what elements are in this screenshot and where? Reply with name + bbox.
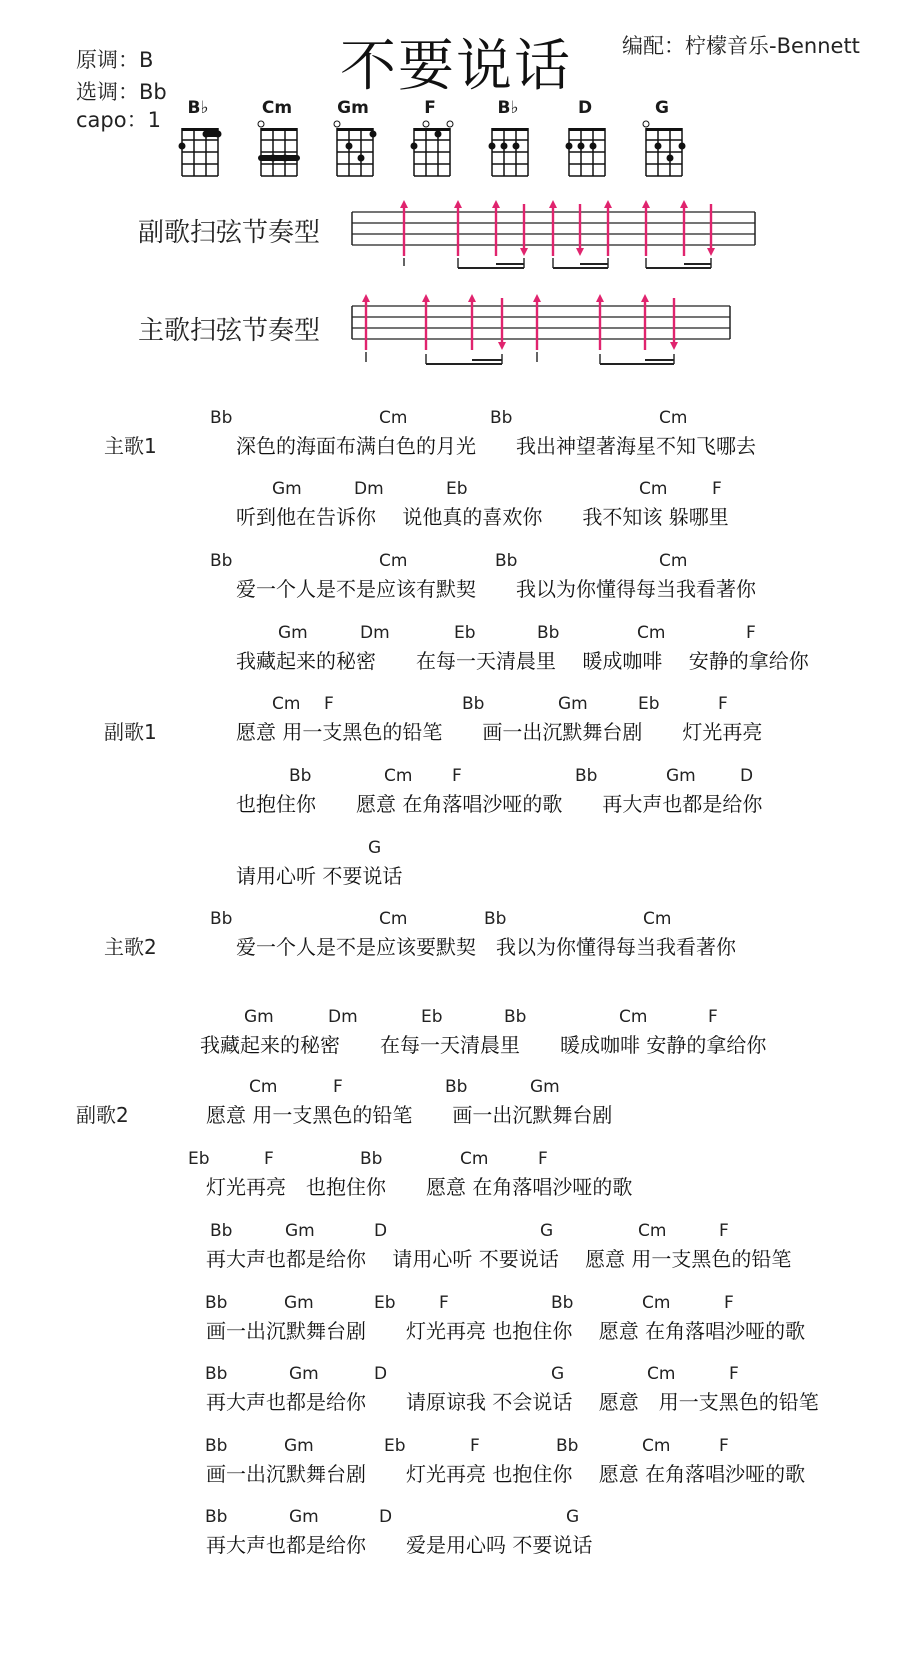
arrow-head — [641, 294, 649, 302]
chord-symbol: Bb — [210, 551, 233, 571]
chord-symbol: Bb — [462, 694, 485, 714]
lyric-line: 灯光再亮 也抱住你 愿意 在角落唱沙哑的歌 — [206, 1175, 633, 1199]
lyric-line: 深色的海面布满白色的月光 我出神望著海星不知飞哪去 — [236, 434, 756, 458]
chord-symbol: Gm — [272, 479, 302, 499]
lyric-line: 愿意 用一支黑色的铅笔 画一出沉默舞台剧 灯光再亮 — [236, 720, 763, 744]
chord-symbol: Eb — [638, 694, 660, 714]
lyric-line: 画一出沉默舞台剧 灯光再亮 也抱住你 愿意 在角落唱沙哑的歌 — [206, 1462, 806, 1486]
lyric-line: 听到他在告诉你 说他真的喜欢你 我不知该 躲哪里 — [236, 505, 729, 529]
lyric-line: 爱一个人是不是应该要默契 我以为你懂得每当我看著你 — [236, 935, 736, 959]
chord-symbol: F — [746, 623, 756, 643]
lyric-line: 再大声也都是给你 请用心听 不要说话 愿意 用一支黑色的铅笔 — [206, 1247, 792, 1271]
chord-symbol: Cm — [642, 1293, 671, 1313]
arrow-head — [533, 294, 541, 302]
chord-symbol: Bb — [484, 909, 507, 929]
chord-symbol: Bb — [205, 1436, 228, 1456]
chord-symbol: F — [729, 1364, 739, 1384]
chord-symbol: G — [551, 1364, 565, 1384]
chord-symbol: Dm — [360, 623, 390, 643]
arrow-head — [400, 200, 408, 208]
chord-symbol: G — [566, 1507, 580, 1527]
chord-symbol: F — [439, 1293, 449, 1313]
chord-symbol: Bb — [490, 408, 513, 428]
chord-symbol: Cm — [647, 1364, 676, 1384]
chord-symbol: Gm — [278, 623, 308, 643]
chord-symbol: Gm — [289, 1364, 319, 1384]
arrow-head — [498, 342, 506, 350]
chord-symbol: F — [264, 1149, 274, 1169]
chord-symbol: Eb — [374, 1293, 396, 1313]
chord-symbol: G — [368, 838, 382, 858]
lyric-line: 我藏起来的秘密 在每一天清晨里 暖成咖啡 安静的拿给你 — [236, 649, 809, 673]
arrow-head — [520, 248, 528, 256]
chord-symbol: Cm — [643, 909, 672, 929]
chord-symbol: Eb — [384, 1436, 406, 1456]
chord-symbol: Cm — [272, 694, 301, 714]
chord-symbol: Gm — [289, 1507, 319, 1527]
chord-symbol: Bb — [551, 1293, 574, 1313]
lyric-line: 也抱住你 愿意 在角落唱沙哑的歌 再大声也都是给你 — [236, 792, 763, 816]
chord-diagram-label: B♭ — [187, 98, 209, 118]
arrow-head — [492, 200, 500, 208]
arrow-head — [707, 248, 715, 256]
arrow-head — [549, 200, 557, 208]
chord-symbol: Gm — [285, 1221, 315, 1241]
chord-symbol: Bb — [495, 551, 518, 571]
lyric-line: 请用心听 不要说话 — [236, 864, 403, 888]
chord-symbol: Cm — [384, 766, 413, 786]
chord-symbol: F — [324, 694, 334, 714]
chord-symbol: F — [712, 479, 722, 499]
chord-symbol: Bb — [575, 766, 598, 786]
chorus-strum-label: 副歌扫弦节奏型 — [138, 218, 321, 248]
page-title: 不要说话 — [340, 34, 572, 99]
chord-symbol: Gm — [284, 1293, 314, 1313]
lyric-line: 愿意 用一支黑色的铅笔 画一出沉默舞台剧 — [206, 1103, 613, 1127]
chord-symbol: Gm — [530, 1077, 560, 1097]
arrow-head — [468, 294, 476, 302]
arrow-head — [642, 200, 650, 208]
chord-symbol: D — [740, 766, 754, 786]
chord-symbol: Eb — [421, 1007, 443, 1027]
lyric-line: 再大声也都是给你 请原谅我 不会说话 愿意 用一支黑色的铅笔 — [206, 1390, 819, 1414]
chord-symbol: Bb — [445, 1077, 468, 1097]
chord-symbol: F — [724, 1293, 734, 1313]
chord-symbol: Bb — [205, 1364, 228, 1384]
chord-symbol: D — [374, 1221, 388, 1241]
chord-diagram-label: Cm — [261, 98, 293, 118]
chord-symbol: Bb — [289, 766, 312, 786]
chord-symbol: F — [718, 694, 728, 714]
chord-symbol: Cm — [642, 1436, 671, 1456]
chord-diagram-label: B♭ — [497, 98, 519, 118]
chord-symbol: F — [333, 1077, 343, 1097]
chord-symbol: Gm — [558, 694, 588, 714]
lyric-line: 画一出沉默舞台剧 灯光再亮 也抱住你 愿意 在角落唱沙哑的歌 — [206, 1319, 806, 1343]
arrow-head — [454, 200, 462, 208]
chord-symbol: Gm — [284, 1436, 314, 1456]
arrow-head — [362, 294, 370, 302]
chord-diagram-label: F — [424, 98, 436, 118]
chord-symbol: D — [379, 1507, 393, 1527]
chord-symbol: Bb — [556, 1436, 579, 1456]
lyric-line: 再大声也都是给你 爱是用心吗 不要说话 — [206, 1533, 593, 1557]
chord-symbol: Eb — [188, 1149, 210, 1169]
chord-symbol: Eb — [454, 623, 476, 643]
chord-symbol: Cm — [639, 479, 668, 499]
chord-symbol: Gm — [666, 766, 696, 786]
strum-patterns — [0, 0, 900, 400]
chord-symbol: Cm — [460, 1149, 489, 1169]
chord-symbol: Dm — [354, 479, 384, 499]
chord-symbol: Cm — [249, 1077, 278, 1097]
arrow-head — [604, 200, 612, 208]
chord-symbol: Cm — [638, 1221, 667, 1241]
chord-symbol: Bb — [205, 1293, 228, 1313]
arrow-head — [680, 200, 688, 208]
section-verse-2: 主歌2 — [104, 935, 157, 959]
chord-symbol: F — [470, 1436, 480, 1456]
chord-symbol: F — [708, 1007, 718, 1027]
chord-diagram-label: D — [577, 98, 593, 118]
chord-symbol: F — [719, 1436, 729, 1456]
chord-symbol: Cm — [379, 408, 408, 428]
section-verse-1: 主歌1 — [104, 434, 157, 458]
arrow-head — [596, 294, 604, 302]
chord-symbol: Bb — [205, 1507, 228, 1527]
chord-symbol: Bb — [210, 1221, 233, 1241]
lyric-line: 爱一个人是不是应该有默契 我以为你懂得每当我看著你 — [236, 577, 756, 601]
chord-symbol: Bb — [504, 1007, 527, 1027]
chord-symbol: Cm — [659, 551, 688, 571]
arrow-head — [576, 248, 584, 256]
chord-diagram-label: G — [655, 98, 669, 118]
verse-strum-label: 主歌扫弦节奏型 — [138, 316, 321, 346]
chord-symbol: Bb — [210, 408, 233, 428]
lyric-line: 我藏起来的秘密 在每一天清晨里 暖成咖啡 安静的拿给你 — [200, 1033, 767, 1057]
chord-symbol: Bb — [210, 909, 233, 929]
chord-diagram-label: Gm — [337, 98, 369, 118]
section-chorus-2: 副歌2 — [76, 1103, 129, 1127]
chord-symbol: Cm — [659, 408, 688, 428]
arrow-head — [670, 342, 678, 350]
chord-symbol: Eb — [446, 479, 468, 499]
original-key: 原调：B — [76, 48, 154, 72]
chord-symbol: D — [374, 1364, 388, 1384]
chord-symbol: G — [540, 1221, 554, 1241]
chord-symbol: Dm — [328, 1007, 358, 1027]
chosen-key: 选调：Bb — [76, 80, 167, 104]
chord-symbol: F — [538, 1149, 548, 1169]
capo: capo：1 — [76, 108, 161, 132]
chord-symbol: F — [719, 1221, 729, 1241]
arranger-credit: 编配：柠檬音乐-Bennett — [622, 34, 860, 58]
chord-symbol: Cm — [379, 909, 408, 929]
chord-symbol: Gm — [244, 1007, 274, 1027]
chord-symbol: Cm — [619, 1007, 648, 1027]
chord-symbol: F — [452, 766, 462, 786]
chord-symbol: Bb — [360, 1149, 383, 1169]
chord-symbol: Cm — [379, 551, 408, 571]
arrow-head — [422, 294, 430, 302]
section-chorus-1: 副歌1 — [104, 720, 157, 744]
chord-symbol: Cm — [637, 623, 666, 643]
chord-symbol: Bb — [537, 623, 560, 643]
